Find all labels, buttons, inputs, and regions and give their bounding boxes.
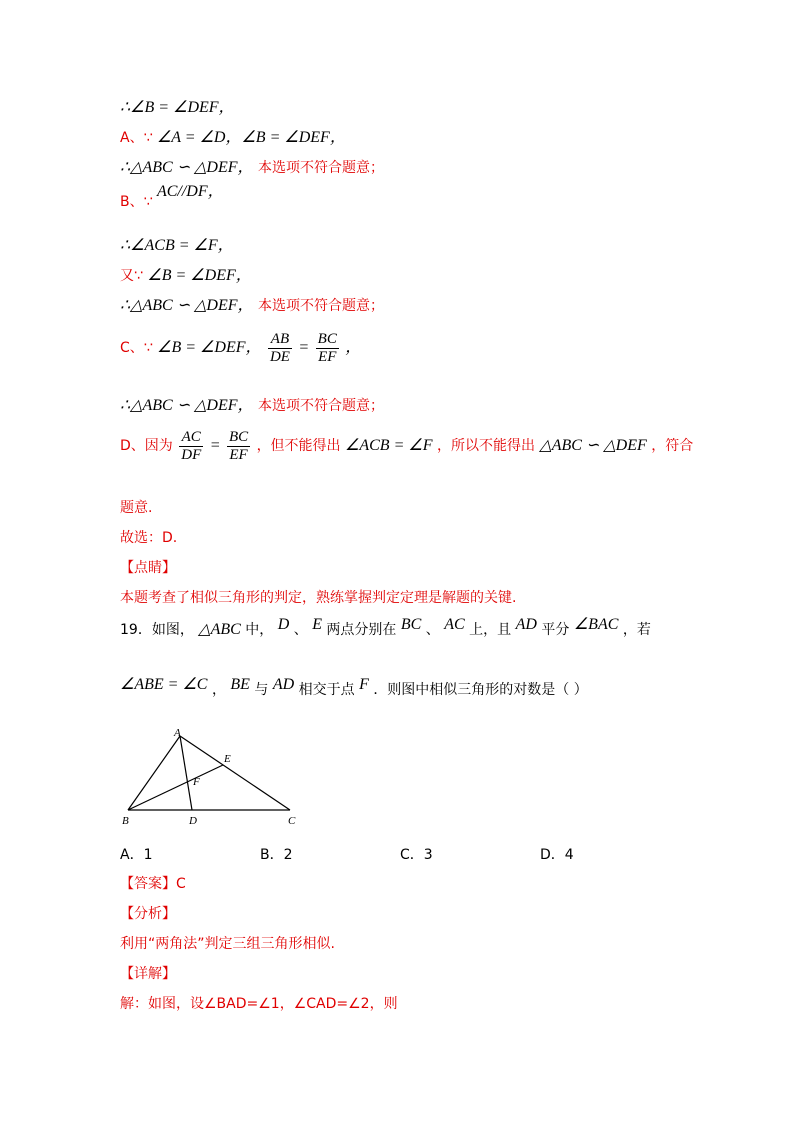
math-expr: AC: [444, 616, 465, 633]
math-expr: AD: [515, 616, 537, 633]
label-e: E: [224, 753, 231, 765]
option-a-reason: [120, 128, 346, 148]
summary-text: [120, 588, 516, 608]
text: 、: [425, 622, 440, 638]
analysis-heading: [120, 904, 176, 924]
text: 【分析】: [120, 906, 176, 922]
denominator: EF: [318, 348, 337, 365]
conclusion-text: 本选项不符合题意；: [257, 160, 384, 176]
fraction-bc-ef: [316, 331, 339, 366]
math-expr: ∠B = ∠DEF，: [157, 339, 262, 356]
segment-be: [128, 765, 223, 810]
numerator: BC: [228, 428, 249, 445]
text: 中，: [245, 622, 274, 638]
math-expr: △ABC: [198, 621, 241, 638]
option-c: C．3: [400, 847, 433, 863]
text: ，符合: [651, 438, 694, 454]
math-expr: ∴∠ACB = ∠F，: [120, 237, 234, 254]
text: 利用“两角法”判定三组三角形相似.: [120, 936, 335, 952]
math-expr: D: [277, 616, 290, 633]
text: 题意.: [120, 500, 153, 516]
step-line-5: [120, 236, 234, 256]
text: ．则图中相似三角形的对数是（ ）: [373, 682, 588, 698]
option-b-reason: [120, 183, 224, 212]
math-expr: BC: [400, 616, 422, 633]
option-c-reason: [120, 326, 361, 370]
equals-sign: =: [298, 339, 310, 356]
text: 本题考查了相似三角形的判定，熟练掌握判定定理是解题的关键.: [120, 590, 517, 606]
label-f: F: [193, 776, 200, 788]
text: 【详解】: [120, 966, 176, 982]
label-b: B: [122, 815, 129, 827]
math-expr: ∴△ABC ∽ △DEF，: [120, 159, 254, 176]
option-d-reason: [120, 424, 693, 468]
text: 【答案】C: [120, 876, 186, 892]
label: 又∵: [120, 268, 143, 284]
denominator: DF: [181, 446, 202, 463]
fraction-bc-ef: [227, 429, 250, 464]
label: B、∵: [120, 194, 153, 210]
conclusion-text: 本选项不符合题意；: [257, 398, 384, 414]
analysis-text: [120, 934, 335, 954]
conclusion-text: 本选项不符合题意；: [257, 298, 384, 314]
numerator: BC: [317, 330, 337, 347]
math-expr: AC//DF，: [156, 183, 224, 200]
option-b-conclusion: [120, 296, 384, 316]
numerator: AB: [268, 331, 292, 349]
text: ，但不能得出: [256, 438, 341, 454]
text: ，: [211, 682, 226, 698]
numerator: AC: [179, 429, 203, 447]
label: C、∵: [120, 340, 153, 356]
answer-choice: [120, 528, 177, 548]
side-ac: [180, 736, 290, 810]
question-19-line-1: [120, 616, 651, 640]
math-expr: ∠ACB = ∠F: [345, 437, 433, 454]
label-d: D: [189, 815, 197, 827]
label-a: A: [174, 728, 181, 739]
denominator: DE: [269, 348, 290, 365]
option-d: D．4: [540, 847, 574, 863]
detail-heading: [120, 964, 176, 984]
label: D、因为: [120, 438, 173, 454]
math-expr: ∠B = ∠DEF，: [147, 267, 252, 284]
text: 【点睛】: [120, 560, 176, 576]
math-expr: ∠BAC: [573, 616, 619, 633]
text: 与: [254, 682, 269, 698]
fraction-ab-de: [268, 331, 292, 366]
answer-heading: [120, 874, 186, 894]
math-expr: ∴∠B = ∠DEF，: [120, 99, 235, 116]
denominator: EF: [229, 446, 248, 463]
label-c: C: [288, 815, 296, 827]
comma: ，: [345, 339, 362, 356]
step-line-1: [120, 98, 235, 118]
triangle-figure: [120, 728, 310, 828]
option-a-conclusion: [120, 158, 384, 178]
text: 两点分别在: [326, 622, 397, 638]
text: ，若: [622, 622, 651, 638]
fraction-ac-df: [179, 429, 203, 464]
math-expr: △ABC ∽ △DEF: [539, 437, 647, 454]
text: 上，且: [469, 622, 512, 638]
math-expr: AD: [272, 676, 295, 693]
math-expr: F: [359, 676, 369, 693]
math-expr: ∠A = ∠D，∠B = ∠DEF，: [156, 129, 346, 146]
segment-ad: [180, 736, 192, 810]
step-line-6: [120, 266, 252, 286]
math-expr: ∴△ABC ∽ △DEF，: [120, 397, 254, 414]
text: 平分: [541, 622, 570, 638]
label: A、∵: [120, 130, 153, 146]
math-expr: BE: [230, 676, 250, 693]
side-ab: [128, 736, 180, 810]
text: 故选：D.: [120, 530, 178, 546]
math-expr: ∠ABE = ∠C: [120, 676, 208, 693]
option-a: A．1: [120, 847, 153, 863]
text: 、: [293, 622, 308, 638]
option-d-end: [120, 498, 152, 518]
text: 解：如图，设∠BAD=∠1，∠CAD=∠2，则: [120, 996, 398, 1012]
detail-text: [120, 994, 398, 1014]
math-expr: E: [312, 616, 322, 633]
question-number: 19．如图，: [120, 622, 194, 638]
math-expr: ∴△ABC ∽ △DEF，: [120, 297, 254, 314]
question-19-line-2: [120, 676, 588, 700]
text: ，所以不能得出: [436, 438, 535, 454]
text: 相交于点: [298, 682, 355, 698]
section-heading-dianjing: [120, 558, 176, 578]
equals-sign: =: [209, 437, 221, 454]
option-b: B．2: [260, 847, 293, 863]
option-c-conclusion: [120, 396, 384, 416]
